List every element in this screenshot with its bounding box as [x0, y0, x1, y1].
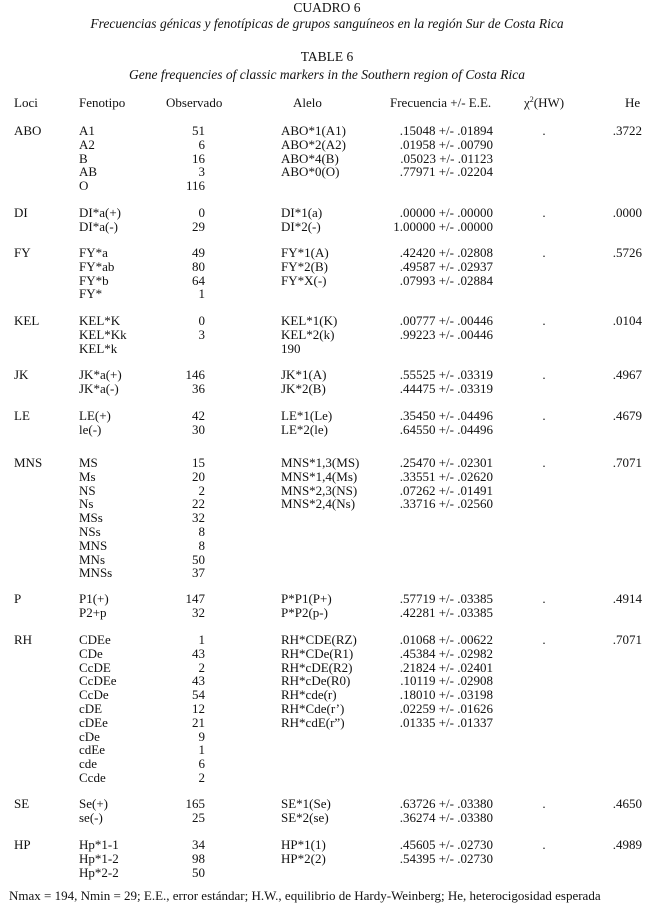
fenotipo-cell: Hp*1-2 — [79, 850, 119, 866]
observado-cell: 3 — [198, 164, 205, 180]
fenotipo-column — [79, 367, 122, 395]
fenotipo-cell: MSs — [79, 510, 103, 526]
fenotipo-cell: cDE — [79, 700, 103, 716]
he-value: .4989 — [612, 837, 642, 852]
observado-cell: 8 — [198, 537, 205, 553]
frecuencia-cell: 1.00000 +/- .00000 — [393, 218, 493, 234]
fenotipo-cell: se(-) — [79, 809, 103, 825]
alelo-column — [281, 313, 337, 354]
chi-square-value: . — [542, 837, 546, 852]
table-subtitle: Gene frequencies of classic markers in the Southern region of Costa Rica — [128, 67, 526, 82]
observado-cell: 25 — [192, 809, 205, 825]
fenotipo-cell: Ns — [79, 496, 94, 512]
observado-cell: 49 — [192, 245, 205, 260]
alelo-cell: RH*cDe(R0) — [281, 673, 351, 689]
frecuencia-cell: .42281 +/- .03385 — [399, 604, 493, 620]
fenotipo-column — [79, 591, 109, 619]
observado-cell: 8 — [198, 523, 205, 539]
observado-column — [150, 837, 205, 878]
observado-cell: 37 — [192, 565, 205, 581]
observado-cell: 2 — [198, 659, 205, 675]
observado-cell: 20 — [192, 468, 205, 484]
locus-name: P — [14, 591, 22, 606]
observado-cell: 146 — [185, 367, 205, 382]
chi-square-value: . — [542, 313, 546, 328]
fenotipo-cell: LE(+) — [79, 408, 111, 423]
locus-name: DI — [14, 205, 28, 220]
frecuencia-cell: .54395 +/- .02730 — [399, 850, 493, 866]
header-loci: Loci — [14, 95, 38, 110]
observado-cell: 3 — [198, 326, 205, 342]
header-alelo: Alelo — [293, 95, 322, 110]
locus-name: FY — [14, 245, 31, 260]
observado-cell: 30 — [192, 421, 205, 437]
observado-cell: 29 — [192, 218, 205, 234]
fenotipo-cell: P2+p — [79, 604, 107, 620]
alelo-cell: SE*2(se) — [281, 809, 329, 825]
locus-name: HP — [14, 837, 31, 852]
frecuencia-cell: .15048 +/- .01894 — [399, 123, 493, 138]
frecuencia-cell: .35450 +/- .04496 — [399, 408, 493, 423]
he-value: .4914 — [612, 591, 642, 606]
frecuencia-cell: .49587 +/- .02937 — [399, 258, 493, 274]
observado-column — [150, 205, 205, 233]
chi-square-value: . — [542, 408, 546, 423]
alelo-cell: P*P1(P+) — [281, 591, 332, 606]
alelo-cell: HP*1(1) — [281, 837, 326, 852]
observado-cell: 2 — [198, 482, 205, 498]
chi-square-value: . — [542, 245, 546, 260]
frecuencia-cell: .18010 +/- .03198 — [399, 687, 493, 703]
observado-cell: 1 — [198, 632, 205, 647]
observado-cell: 98 — [192, 850, 205, 866]
fenotipo-cell: O — [79, 178, 89, 194]
frecuencia-column — [372, 205, 493, 233]
frecuencia-column — [372, 591, 493, 619]
frecuencia-cell: .99223 +/- .00446 — [399, 326, 493, 342]
alelo-cell: JK*1(A) — [281, 367, 327, 382]
observado-cell: 50 — [192, 551, 205, 567]
fenotipo-cell: KEL*Kk — [79, 326, 127, 342]
frecuencia-cell: .00000 +/- .00000 — [399, 205, 493, 220]
fenotipo-cell: CcDEe — [79, 673, 117, 689]
alelo-cell: MNS*2,4(Ns) — [281, 496, 356, 512]
footnote: Nmax = 194, Nmin = 29; E.E., error estándar; H.W., equilibrio de Hardy-Weinberg; He, heterocigosidad esperada — [9, 888, 601, 903]
observado-cell: 22 — [192, 496, 205, 512]
alelo-column — [281, 245, 329, 286]
alelo-cell: P*P2(p-) — [281, 604, 328, 620]
table-title: TABLE 6 — [300, 49, 354, 64]
frecuencia-cell: .63726 +/- .03380 — [399, 796, 493, 811]
header-fenotipo: Fenotipo — [79, 95, 126, 110]
frecuencia-cell: .25470 +/- .02301 — [399, 455, 493, 470]
observado-cell: 43 — [192, 673, 205, 689]
alelo-column — [281, 408, 332, 436]
frecuencia-cell: .00777 +/- .00446 — [399, 313, 493, 328]
fenotipo-column — [79, 205, 121, 233]
fenotipo-cell: Hp*2-2 — [79, 864, 119, 880]
he-value: .7071 — [612, 632, 642, 647]
observado-cell: 43 — [192, 645, 205, 661]
alelo-column — [281, 796, 331, 824]
fenotipo-cell: KEL*K — [79, 313, 121, 328]
he-value: .0000 — [612, 205, 642, 220]
locus-name: RH — [14, 632, 33, 647]
fenotipo-cell: B — [79, 150, 88, 166]
locus-name: JK — [14, 367, 29, 382]
alelo-cell: 190 — [281, 340, 301, 356]
frecuencia-cell: .45605 +/- .02730 — [399, 837, 493, 852]
frecuencia-cell: .01958 +/- .00790 — [399, 136, 493, 152]
frecuencia-cell: .57719 +/- .03385 — [399, 591, 493, 606]
fenotipo-cell: CDEe — [79, 632, 111, 647]
observado-cell: 51 — [192, 123, 205, 138]
frecuencia-cell: .01068 +/- .00622 — [399, 632, 493, 647]
fenotipo-column — [79, 632, 117, 784]
fenotipo-cell: AB — [79, 164, 98, 180]
fenotipo-cell: CcDe — [79, 687, 109, 703]
frecuencia-column — [372, 123, 493, 178]
frecuencia-column — [372, 367, 493, 395]
frecuencia-column — [372, 837, 493, 865]
locus-name: KEL — [14, 313, 40, 328]
cuadro-title: CUADRO 6 — [293, 0, 361, 15]
fenotipo-cell: cDe — [79, 728, 100, 744]
frecuencia-cell: .42420 +/- .02808 — [399, 245, 493, 260]
fenotipo-cell: Se(+) — [79, 796, 108, 811]
fenotipo-cell: JK*a(-) — [79, 380, 119, 396]
chi-square-value: . — [542, 632, 546, 647]
cuadro-subtitle: Frecuencias génicas y fenotípicas de grupos sanguíneos en la región Sur de Costa Rica — [90, 16, 564, 31]
observado-cell: 21 — [192, 714, 205, 730]
frecuencia-cell: .07262 +/- .01491 — [399, 482, 493, 498]
alelo-cell: LE*1(Le) — [281, 408, 333, 423]
observado-cell: 147 — [185, 591, 205, 606]
header-frecuencia: Frecuencia +/- E.E. — [390, 95, 492, 110]
fenotipo-cell: JK*a(+) — [79, 367, 122, 382]
locus-name: MNS — [14, 455, 43, 470]
fenotipo-cell: KEL*k — [79, 340, 118, 356]
frecuencia-cell: .44475 +/- .03319 — [399, 380, 493, 396]
alelo-cell: FY*1(A) — [281, 245, 329, 260]
fenotipo-cell: Hp*1-1 — [79, 837, 119, 852]
observado-cell: 64 — [192, 272, 205, 288]
alelo-cell: RH*CDe(R1) — [281, 645, 354, 661]
alelo-cell: ABO*4(B) — [281, 150, 339, 166]
frecuencia-column — [372, 796, 493, 824]
chi-square-value: . — [542, 796, 546, 811]
alelo-cell: ABO*1(A1) — [281, 123, 346, 138]
alelo-cell: MNS*2,3(NS) — [281, 482, 358, 498]
observado-cell: 1 — [198, 742, 205, 758]
fenotipo-cell: MS — [79, 455, 98, 470]
observado-column — [150, 455, 205, 579]
fenotipo-cell: FY* — [79, 286, 103, 302]
alelo-column — [281, 837, 326, 865]
alelo-cell: RH*CDE(RZ) — [281, 632, 357, 647]
fenotipo-column — [79, 796, 108, 824]
fenotipo-cell: cDEe — [79, 714, 108, 730]
observado-cell: 54 — [192, 687, 205, 703]
observado-cell: 15 — [192, 455, 205, 470]
frecuencia-cell: .21824 +/- .02401 — [399, 659, 493, 675]
he-value: .4967 — [612, 367, 642, 382]
he-value: .3722 — [612, 123, 642, 138]
alelo-cell: ABO*2(A2) — [281, 136, 346, 152]
alelo-cell: HP*2(2) — [281, 850, 326, 866]
alelo-cell: DI*2(-) — [281, 218, 321, 234]
observado-column — [150, 591, 205, 619]
header-he: He — [625, 95, 641, 110]
frecuencia-cell: .55525 +/- .03319 — [399, 367, 493, 382]
fenotipo-cell: FY*ab — [79, 258, 115, 274]
chi-square-value: . — [542, 205, 546, 220]
fenotipo-cell: MNSs — [79, 565, 113, 581]
observado-cell: 12 — [192, 700, 205, 716]
fenotipo-cell: NSs — [79, 523, 101, 539]
alelo-column — [281, 591, 332, 619]
frecuencia-cell: .05023 +/- .01123 — [400, 150, 493, 166]
frecuencia-cell: .64550 +/- .04496 — [399, 421, 493, 437]
fenotipo-column — [79, 837, 119, 878]
observado-column — [150, 123, 205, 192]
observado-cell: 0 — [198, 205, 205, 220]
frecuencia-cell: .77971 +/- .02204 — [399, 164, 493, 180]
fenotipo-column — [79, 123, 97, 192]
frecuencia-column — [372, 408, 493, 436]
observado-cell: 0 — [198, 313, 205, 328]
alelo-column — [281, 632, 357, 729]
frecuencia-column — [372, 245, 493, 286]
fenotipo-cell: DI*a(+) — [79, 205, 121, 220]
fenotipo-cell: le(-) — [79, 421, 102, 437]
alelo-cell: MNS*1,4(Ms) — [281, 468, 358, 484]
header-chi-square — [524, 95, 564, 111]
observado-cell: 42 — [192, 408, 205, 423]
observado-cell: 36 — [192, 380, 205, 396]
alelo-column — [281, 123, 346, 178]
observado-cell — [150, 341, 205, 355]
he-value: .4679 — [612, 408, 642, 423]
fenotipo-cell: FY*b — [79, 272, 109, 288]
frecuencia-cell: .33551 +/- .02620 — [399, 468, 493, 484]
observado-cell: 1 — [198, 286, 205, 302]
fenotipo-cell: Ccde — [79, 769, 106, 785]
frecuencia-cell: .10119 +/- .02908 — [400, 673, 493, 689]
alelo-cell: ABO*0(O) — [281, 164, 340, 180]
observado-cell: 165 — [185, 796, 205, 811]
alelo-column — [281, 455, 359, 510]
fenotipo-column — [79, 408, 111, 436]
chi-symbol: χ — [524, 95, 530, 110]
frecuencia-cell: .45384 +/- .02982 — [399, 645, 493, 661]
fenotipo-cell: cdEe — [79, 742, 105, 758]
alelo-cell: JK*2(B) — [281, 380, 326, 396]
he-value: .5726 — [612, 245, 642, 260]
frecuencia-cell: .01335 +/- .01337 — [399, 714, 493, 730]
he-value: .7071 — [612, 455, 642, 470]
fenotipo-cell: DI*a(-) — [79, 218, 118, 234]
alelo-cell: MNS*1,3(MS) — [281, 455, 360, 470]
alelo-cell: FY*X(-) — [281, 272, 327, 288]
alelo-cell: KEL*2(k) — [281, 326, 335, 342]
alelo-cell: RH*Cde(r’) — [281, 700, 345, 716]
observado-column — [150, 245, 205, 300]
alelo-cell: FY*2(B) — [281, 258, 328, 274]
frecuencia-column — [372, 313, 493, 341]
fenotipo-column — [79, 245, 114, 300]
locus-name: LE — [14, 408, 30, 423]
observado-column — [150, 313, 205, 354]
observado-cell: 34 — [192, 837, 205, 852]
fenotipo-cell: MNs — [79, 551, 106, 567]
alelo-cell: SE*1(Se) — [281, 796, 331, 811]
alelo-column — [281, 367, 327, 395]
observado-column — [150, 796, 205, 824]
alelo-cell: RH*cdE(r”) — [281, 714, 345, 730]
locus-name: ABO — [14, 123, 42, 138]
alelo-cell: LE*2(le) — [281, 421, 328, 437]
fenotipo-cell: CcDE — [79, 659, 111, 675]
fenotipo-cell: MNS — [79, 537, 108, 553]
observado-column — [150, 367, 205, 395]
observado-cell: 6 — [198, 756, 205, 772]
observado-cell: 80 — [192, 258, 205, 274]
observado-cell: 116 — [185, 178, 205, 194]
frecuencia-cell: .36274 +/- .03380 — [399, 809, 493, 825]
observado-cell: 6 — [198, 136, 205, 152]
alelo-cell: RH*cde(r) — [281, 687, 337, 703]
locus-name: SE — [14, 796, 30, 811]
fenotipo-cell: A1 — [79, 123, 95, 138]
alelo-cell: DI*1(a) — [281, 205, 323, 220]
fenotipo-cell: A2 — [79, 136, 95, 152]
fenotipo-column — [79, 313, 127, 354]
header-observado: Observado — [166, 95, 223, 110]
chi-square-value: . — [542, 455, 546, 470]
he-value: .0104 — [612, 313, 642, 328]
alelo-column — [281, 205, 322, 233]
frecuencia-column — [372, 632, 493, 729]
fenotipo-cell: FY*a — [79, 245, 108, 260]
fenotipo-cell: NS — [79, 482, 96, 498]
fenotipo-cell: P1(+) — [79, 591, 109, 606]
fenotipo-cell: cde — [79, 756, 98, 772]
observado-cell: 2 — [198, 769, 205, 785]
observado-cell: 16 — [192, 150, 205, 166]
observado-cell: 32 — [192, 604, 205, 620]
frecuencia-cell: .02259 +/- .01626 — [399, 700, 493, 716]
chi-superscript: 2 — [529, 95, 534, 104]
chi-square-value: . — [542, 367, 546, 382]
he-value: .4650 — [612, 796, 642, 811]
observado-cell: 32 — [192, 510, 205, 526]
alelo-cell: KEL*1(K) — [281, 313, 338, 328]
observado-cell: 50 — [192, 864, 205, 880]
observado-column — [150, 632, 205, 784]
observado-cell: 9 — [198, 728, 205, 744]
fenotipo-cell: Ms — [79, 468, 96, 484]
chi-square-value: . — [542, 123, 546, 138]
alelo-cell: RH*cDE(R2) — [281, 659, 353, 675]
chi-suffix: (HW) — [533, 95, 565, 110]
frecuencia-cell: .33716 +/- .02560 — [399, 496, 493, 512]
frecuencia-column — [372, 455, 493, 510]
chi-square-value: . — [542, 591, 546, 606]
observado-column — [150, 408, 205, 436]
frecuencia-cell: .07993 +/- .02884 — [399, 272, 493, 288]
fenotipo-column — [79, 455, 112, 579]
fenotipo-cell: CDe — [79, 645, 103, 661]
